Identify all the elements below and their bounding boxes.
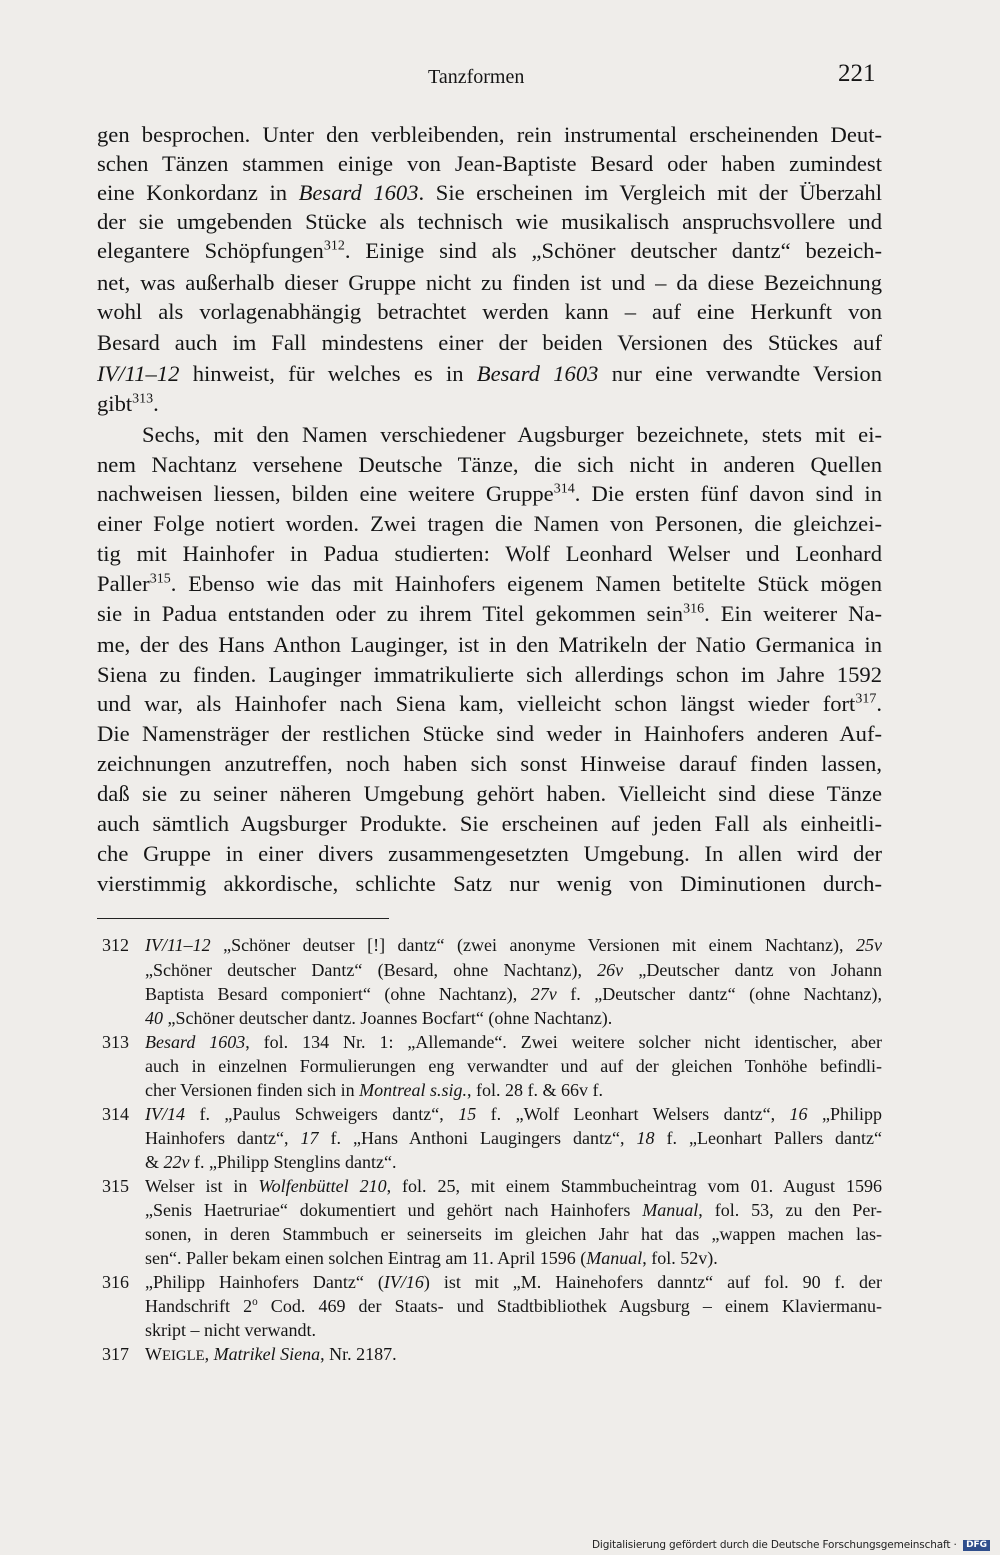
body-line: IV/11–12 hinweist, für welches es in Besard 1603 nur eine verwandte Version xyxy=(97,361,882,386)
footnote-line: Hainhofers dantz“, 17 f. „Hans Anthoni Laugingers dantz“, 18 f. „Leonhart Pallers dantz“ xyxy=(145,1128,882,1148)
credit-text: Digitalisierung gefördert durch die Deutsche Forschungsgemeinschaft · xyxy=(592,1539,957,1551)
body-line: vierstimmig akkordische, schlichte Satz nur wenig von Diminutionen durch- xyxy=(97,871,882,896)
footnote-line: Handschrift 2$^o$ Cod. 469 der Staats- und Stadtbibliothek Augsburg – einem Klaviermanu- xyxy=(145,1296,883,1316)
footnote-line: sonen, in deren Stammbuch er seinerseits im gleichen Jahr hat das „wappen machen las- xyxy=(145,1224,882,1244)
body-line: net, was außerhalb dieser Gruppe nicht zu finden ist und – da diese Bezeichnung xyxy=(97,270,882,295)
footnote-line: 40 „Schöner deutscher dantz. Joannes Bocfart“ (ohne Nachtanz). xyxy=(145,1008,613,1028)
body-line: Paller$^{315}$. Ebenso wie das mit Hainhofers eigenem Namen betitelte Stück mögen xyxy=(97,571,882,596)
body-line: zeichnungen anzutreffen, noch haben sich sonst Hinweise darauf finden lassen, xyxy=(97,751,882,776)
body-line: Sechs, mit den Namen verschiedener Augsburger bezeichnete, stets mit ei- xyxy=(142,422,882,447)
body-line: tig mit Hainhofer in Padua studierten: Wolf Leonhard Welser und Leonhard xyxy=(97,541,882,566)
footnote-line: Welser ist in Wolfenbüttel 210, fol. 25, mit einem Stammbucheintrag vom 01. August 1596 xyxy=(145,1176,882,1196)
footnote-line: „Senis Haetruriae“ dokumentiert und gehört nach Hainhofers Manual, fol. 53, zu den Per- xyxy=(145,1200,883,1220)
footnote-line: skript – nicht verwandt. xyxy=(145,1320,316,1340)
running-head xyxy=(0,62,1000,92)
body-line: me, der des Hans Anthon Lauginger, ist in den Matrikeln der Natio Germanica in xyxy=(97,632,882,657)
footnote-line: „Philipp Hainhofers Dantz“ (IV/16) ist mit „M. Hainehofers danntz“ auf fol. 90 f. der xyxy=(145,1272,883,1292)
footnote-line: cher Versionen finden sich in Montreal s.sig., fol. 28 f. & 66v f. xyxy=(145,1080,603,1100)
running-head-title: Tanzformen xyxy=(428,66,525,88)
body-line: der sie umgebenden Stücke als technisch wie musikalisch anspruchsvollere und xyxy=(97,209,882,234)
footnote-line: Baptista Besard componiert“ (ohne Nachtanz), 27v f. „Deutscher dantz“ (ohne Nachtanz), xyxy=(145,984,883,1004)
body-line: daß sie zu seiner näheren Umgebung gehört haben. Vielleicht sind diese Tänze xyxy=(97,781,882,806)
body-line: che Gruppe in einer divers zusammengesetzten Umgebung. In allen wird der xyxy=(97,841,882,866)
footnote-line: auch in einzelnen Formulierungen eng verwandter und auf der gleichen Tonhöhe befindli- xyxy=(145,1056,882,1076)
footnote-number: 314 xyxy=(102,1104,129,1124)
body-line: wohl als vorlagenabhängig betrachtet werden kann – auf eine Herkunft von xyxy=(97,299,882,324)
body-line: nem Nachtanz versehene Deutsche Tänze, die sich nicht in anderen Quellen xyxy=(97,452,882,477)
footnote-number: 317 xyxy=(102,1344,129,1364)
digitization-credit xyxy=(592,1538,990,1552)
body-line: Siena zu finden. Lauginger immatrikulierte sich allerdings schon im Jahre 1592 xyxy=(97,662,882,687)
footnote-line: „Schöner deutscher Dantz“ (Besard, ohne Nachtanz), 26v „Deutscher dantz von Johann xyxy=(145,960,882,980)
body-line: elegantere Schöpfungen$^{312}$. Einige sind als „Schöner deutscher dantz“ bezeich- xyxy=(97,238,883,263)
body-line: Die Namensträger der restlichen Stücke sind weder in Hainhofers anderen Auf- xyxy=(97,721,882,746)
footnote-separator xyxy=(97,918,389,919)
body-line: gibt$^{313}$. xyxy=(97,391,159,416)
footnote-line: WEIGLE, Matrikel Siena, Nr. 2187. xyxy=(145,1344,397,1364)
dfg-logo: DFG xyxy=(963,1540,990,1551)
page-number: 221 xyxy=(838,60,876,87)
body-line: auch sämtlich Augsburger Produkte. Sie erscheinen auf jeden Fall als einheitli- xyxy=(97,811,882,836)
footnote-line: Besard 1603, fol. 134 Nr. 1: „Allemande“. Zwei weitere solcher nicht identischer, aber xyxy=(145,1032,882,1052)
footnote-line: IV/11–12 „Schöner deutser [!] dantz“ (zwei anonyme Versionen mit einem Nachtanz), 25v xyxy=(145,935,882,955)
footnote-line: sen“. Paller bekam einen solchen Eintrag am 11. April 1596 (Manual, fol. 52v). xyxy=(145,1248,718,1268)
footnote-number: 316 xyxy=(102,1272,129,1292)
footnote-line: & 22v f. „Philipp Stenglins dantz“. xyxy=(145,1152,397,1172)
body-line: einer Folge notiert worden. Zwei tragen die Namen von Personen, die gleichzei- xyxy=(97,511,882,536)
body-line: sie in Padua entstanden oder zu ihrem Titel gekommen sein$^{316}$. Ein weiterer Na- xyxy=(97,601,883,626)
body-line: gen besprochen. Unter den verbleibenden, rein instrumental erscheinenden Deut- xyxy=(97,122,882,147)
footnote-number: 315 xyxy=(102,1176,129,1196)
body-line: eine Konkordanz in Besard 1603. Sie erscheinen im Vergleich mit der Überzahl xyxy=(97,180,882,205)
body-line: schen Tänzen stammen einige von Jean-Baptiste Besard oder haben zumindest xyxy=(97,151,882,176)
body-line: und war, als Hainhofer nach Siena kam, vielleicht schon längst wieder fort$^{317}$. xyxy=(97,691,882,716)
footnote-number: 312 xyxy=(102,935,129,955)
body-line: nachweisen liessen, bilden eine weitere Gruppe$^{314}$. Die ersten fünf davon sind in xyxy=(97,481,882,506)
footnote-number: 313 xyxy=(102,1032,129,1052)
body-line: Besard auch im Fall mindestens einer der beiden Versionen des Stückes auf xyxy=(97,330,882,355)
footnote-line: IV/14 f. „Paulus Schweigers dantz“, 15 f. „Wolf Leonhart Welsers dantz“, 16 „Philipp xyxy=(145,1104,882,1124)
